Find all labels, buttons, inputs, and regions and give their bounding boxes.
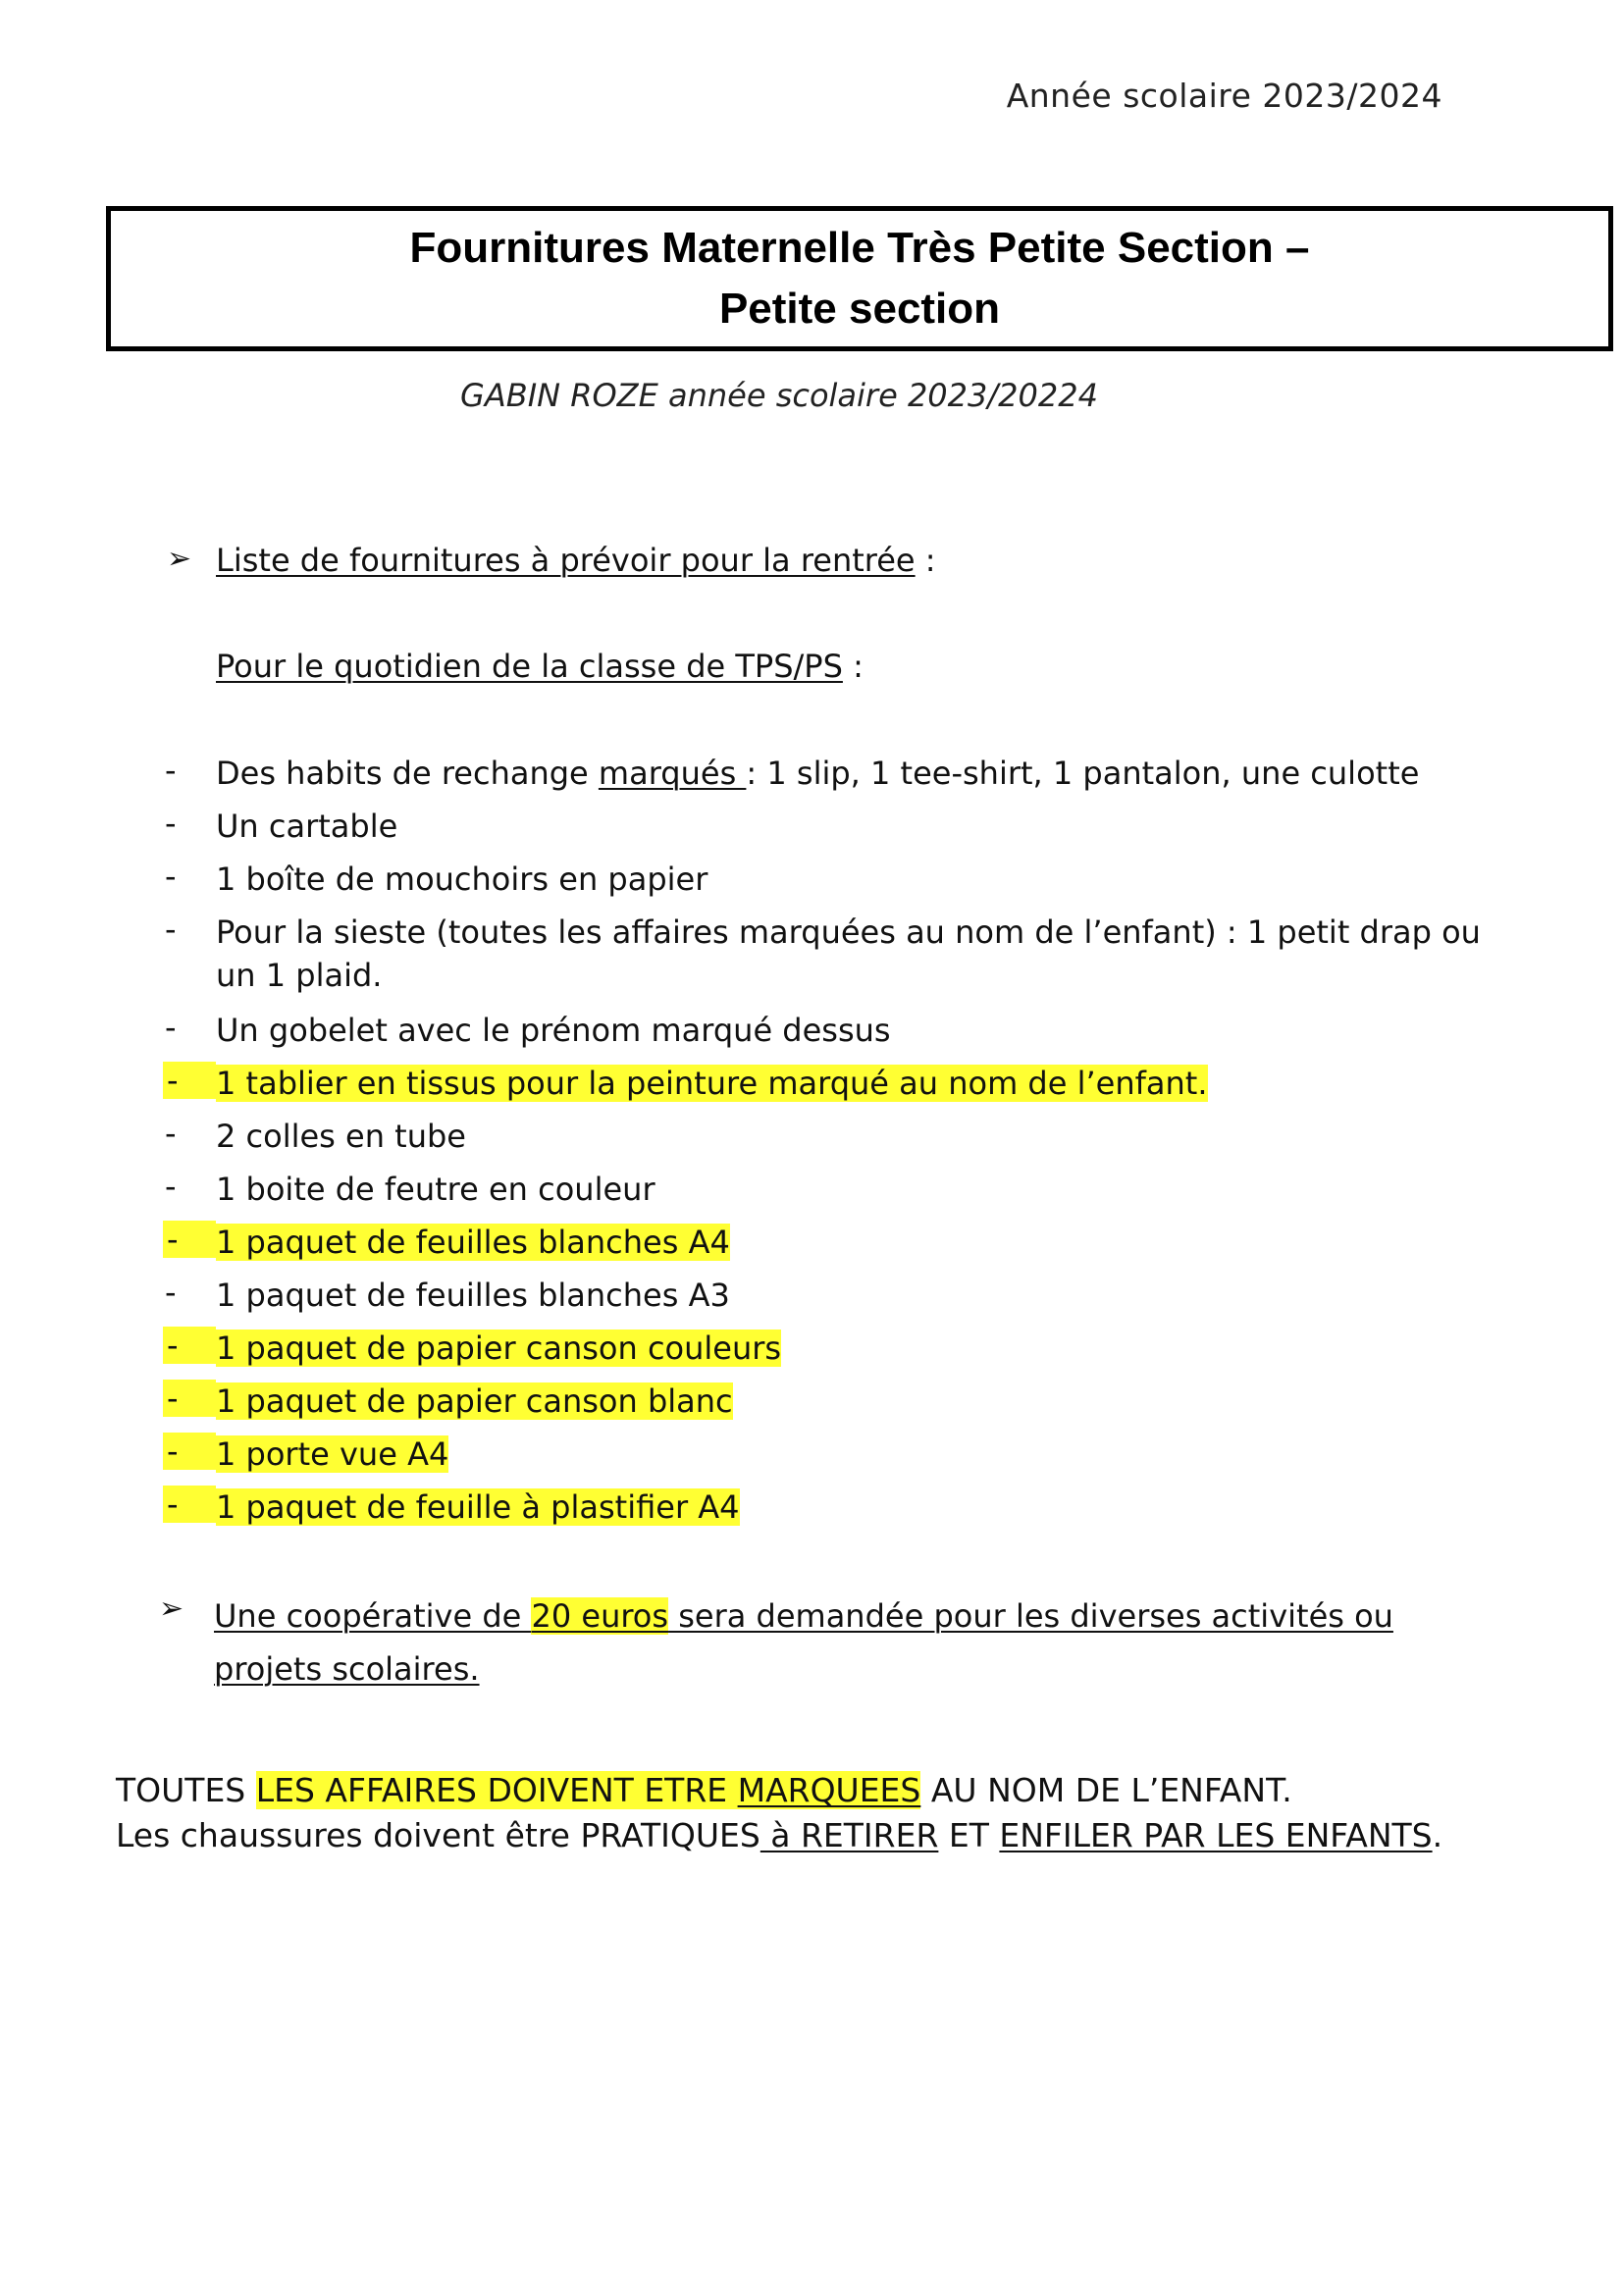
list-item-text: 1 boite de feutre en couleur (216, 1171, 655, 1208)
list-dash: - (163, 1062, 216, 1099)
notice-text: Les chaussures doivent être PRATIQUES (116, 1816, 760, 1854)
coop-text-1: Une coopérative de (214, 1597, 532, 1635)
notice-text: TOUTES (116, 1771, 256, 1809)
cooperative-notice (214, 1590, 1450, 1695)
list-item-text: 1 boîte de mouchoirs en papier (216, 861, 708, 898)
page-title-line2: Petite section (718, 285, 1001, 333)
labeling-notice (116, 1768, 1509, 1858)
daily-intro (216, 648, 864, 685)
list-dash: - (165, 1115, 177, 1152)
coop-amount: 20 euros (531, 1597, 669, 1635)
list-item-post: : 1 slip, 1 tee-shirt, 1 pantalon, une culotte (746, 755, 1420, 792)
list-dash: - (163, 1221, 216, 1258)
title-box (106, 206, 1613, 351)
list-item-highlight: 1 tablier en tissus pour la peinture marqué au nom de l’enfant. (216, 1065, 1208, 1102)
list-dash: - (165, 1009, 177, 1046)
list-item-text: 2 colles en tube (216, 1118, 466, 1155)
list-dash: - (165, 1168, 177, 1205)
list-item-text (216, 1380, 1521, 1423)
list-dash: - (165, 805, 177, 842)
list-dash: - (163, 1433, 216, 1470)
supplies-list-heading-text: Liste de fournitures à prévoir pour la rentrée (216, 542, 916, 579)
list-item-text (216, 752, 1521, 795)
coop-text-2: sera demandée pour les diverses activités ou projets scolaires. (214, 1597, 1393, 1688)
list-item-text (216, 1062, 1521, 1105)
list-item-highlight: 1 porte vue A4 (216, 1435, 449, 1473)
list-item-text: 1 paquet de feuilles blanches A3 (216, 1277, 730, 1314)
list-item-pre: Des habits de rechange (216, 755, 599, 792)
arrow-bullet-icon: ➢ (159, 1591, 184, 1626)
list-dash: - (165, 1274, 177, 1311)
list-item-text (216, 1327, 1521, 1370)
list-item-underlined: marqués (598, 755, 747, 792)
list-item-highlight: 1 paquet de feuille à plastifier A4 (216, 1488, 740, 1526)
school-year-header: Année scolaire 2023/2024 (1006, 77, 1442, 115)
notice-highlight-underlined: MARQUEES (737, 1771, 921, 1809)
list-dash: - (163, 1327, 216, 1364)
subtitle: GABIN ROZE année scolaire 2023/20224 (460, 377, 1098, 414)
list-item-text (216, 1433, 1521, 1476)
list-item-highlight: 1 paquet de papier canson blanc (216, 1382, 733, 1420)
daily-intro-text: Pour le quotidien de la classe de TPS/PS (216, 648, 843, 685)
list-item-text (216, 1486, 1521, 1529)
page-title-line1: Fournitures Maternelle Très Petite Section – (409, 224, 1310, 272)
list-item-text: Pour la sieste (toutes les affaires marquées au nom de l’enfant) : 1 petit drap ou un 1 plaid. (216, 913, 1481, 994)
list-dash: - (163, 1486, 216, 1523)
notice-text: AU NOM DE L’ENFANT. (920, 1771, 1292, 1809)
list-item-highlight: 1 paquet de papier canson couleurs (216, 1330, 782, 1367)
list-item-text: Un cartable (216, 808, 398, 845)
notice-highlight: LES AFFAIRES DOIVENT ETRE (255, 1771, 738, 1809)
list-dash: - (165, 858, 177, 895)
notice-text: . (1432, 1816, 1443, 1854)
list-item-highlight: 1 paquet de feuilles blanches A4 (216, 1224, 730, 1261)
list-item-text (216, 1221, 1521, 1264)
arrow-bullet-icon: ➢ (167, 542, 192, 576)
heading-colon: : (915, 542, 936, 579)
notice-underlined: à RETIRER (760, 1816, 939, 1854)
list-dash: - (165, 911, 177, 948)
list-dash: - (163, 1380, 216, 1417)
daily-intro-colon: : (842, 648, 864, 685)
notice-underlined: ENFILER PAR LES ENFANTS (999, 1816, 1433, 1854)
supplies-list-heading (216, 542, 936, 579)
list-dash: - (165, 752, 177, 789)
notice-text: ET (938, 1816, 1000, 1854)
list-item-text: Un gobelet avec le prénom marqué dessus (216, 1012, 891, 1049)
